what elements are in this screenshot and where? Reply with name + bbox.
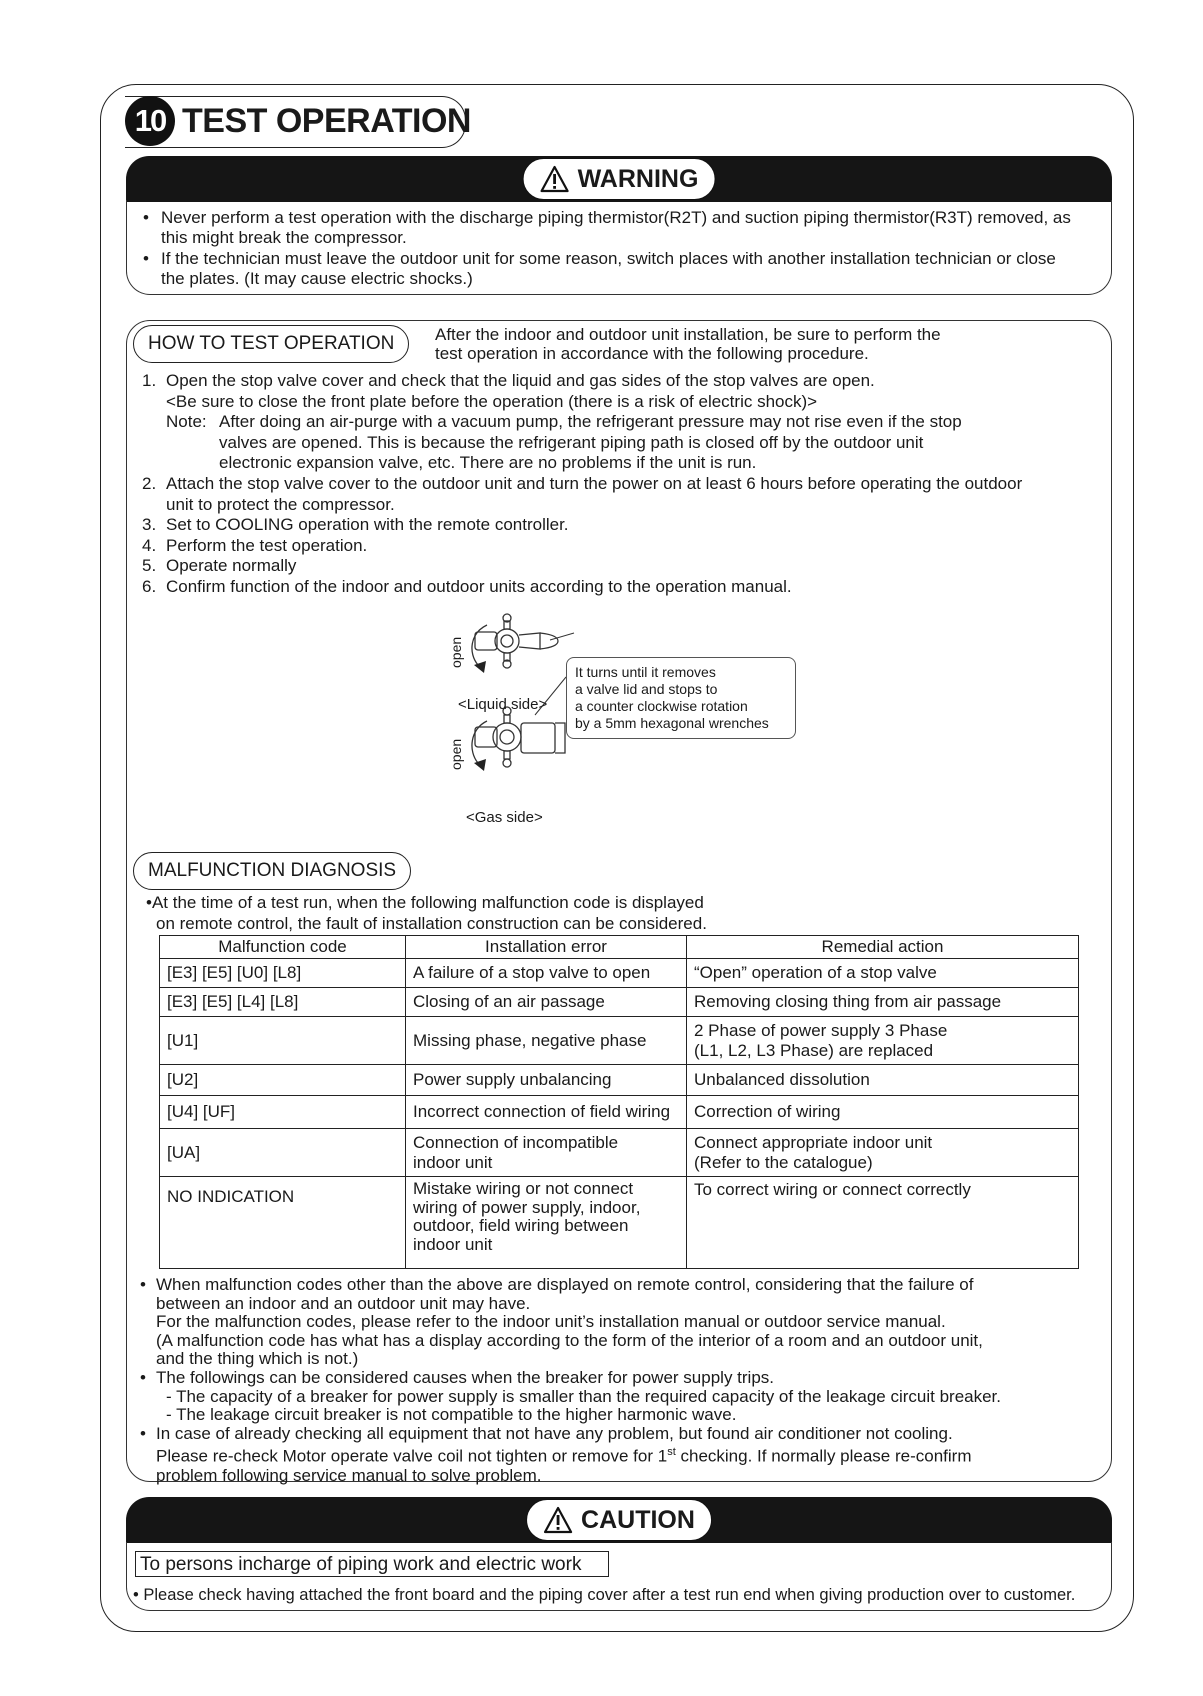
bullet-icon: • <box>140 1275 146 1294</box>
bullet-icon: • <box>146 893 152 912</box>
table-row: [UA] Connection of incompatible indoor unit Connect appropriate indoor unit (Refer to the catalogue) <box>160 1129 1079 1177</box>
caution-heading-box: To persons incharge of piping work and electric work <box>135 1551 609 1577</box>
table-header-row <box>160 936 1079 959</box>
caution-banner <box>126 1497 1112 1543</box>
warning-label: WARNING <box>577 164 699 193</box>
step-5: 5. Operate normally <box>142 556 297 576</box>
step-1: 1. Open the stop valve cover and check that the liquid and gas sides of the stop valves are open. <Be sure to close the front plate before the operation (there is a risk of electric shock)> Note: After doing an air-purge with a vacuum pump, the refrigerant pressure may not rise even if the stop valves are opened. This is because the refrigerant piping path is closed off by the outdoor unit electronic expansion valve, etc. There are no problems if the unit is run. <box>142 371 1046 474</box>
gas-open-label: open <box>448 738 464 770</box>
note-item: • In case of already checking all equipment that not have any problem, but found air conditioner not cooling. Please re-check Motor operate valve coil not tighten or remove for 1st checking. If normally please re-confirm problem following service manual to solve problem. <box>140 1423 972 1485</box>
table-row: NO INDICATION Mistake wiring or not connect wiring of power supply, indoor, outdoor, field wiring between indoor unit To correct wiring or connect correctly <box>160 1177 1079 1269</box>
malfunction-diagnosis-label: MALFUNCTION DIAGNOSIS <box>133 852 411 890</box>
malfunction-notes <box>140 1276 1090 1485</box>
bullet-icon: • <box>143 208 149 227</box>
caution-pill <box>526 1499 712 1541</box>
how-to-test-label: HOW TO TEST OPERATION <box>133 325 409 363</box>
section-number-badge: 10 <box>125 96 175 146</box>
note-item: • When malfunction codes other than the above are displayed on remote control, considering that the failure of between an indoor and an outdoor unit may have. For the malfunction codes, please refer to the indoor unit’s installation manual or outdoor service manual. (A malfunction code has what has a display according to the form of the interior of a room and an outdoor unit, and the thing which is not.) <box>140 1275 983 1369</box>
bullet-icon: • <box>140 1423 146 1443</box>
step-4: 4. Perform the test operation. <box>142 535 368 555</box>
malfunction-table <box>159 935 1079 1269</box>
caution-item: • Please check having attached the front board and the piping cover after a test run end when giving production over to customer. <box>133 1586 1076 1604</box>
procedure-steps <box>142 371 1046 598</box>
bullet-icon: • <box>140 1367 146 1387</box>
table-row: [E3] [E5] [U0] [L8] A failure of a stop valve to open “Open” operation of a stop valve <box>160 959 1079 988</box>
gas-side-label: <Gas side> <box>466 809 543 826</box>
warning-item: • If the technician must leave the outdoor unit for some reason, switch places with another installation technician or close the plates. (It may cause electric shocks.) <box>143 249 1056 288</box>
table-row: [U4] [UF] Incorrect connection of field wiring Correction of wiring <box>160 1096 1079 1129</box>
column-header: Installation error <box>406 936 687 959</box>
table-row: [E3] [E5] [L4] [L8] Closing of an air passage Removing closing thing from air passage <box>160 988 1079 1017</box>
liquid-valve-illustration <box>472 614 574 668</box>
liquid-open-label: open <box>448 636 464 668</box>
caution-label: CAUTION <box>581 1505 695 1534</box>
step-6: 6. Confirm function of the indoor and outdoor units according to the operation manual. <box>142 576 792 596</box>
page-title: TEST OPERATION <box>182 102 471 140</box>
table-row: [U1] Missing phase, negative phase 2 Phase of power supply 3 Phase (L1, L2, L3 Phase) are replaced <box>160 1017 1079 1065</box>
step-3: 3. Set to COOLING operation with the remote controller. <box>142 515 569 535</box>
valve-callout: It turns until it removes a valve lid and stops to a counter clockwise rotation by a 5mm hexagonal wrenches <box>566 657 796 739</box>
malfunction-intro: •At the time of a test run, when the following malfunction code is displayed on remote control, the fault of installation construction can be considered. <box>146 893 707 933</box>
gas-valve-illustration <box>472 677 566 767</box>
step-1-note: Note: After doing an air-purge with a vacuum pump, the refrigerant pressure may not rise even if the stop valves are opened. This is because the refrigerant piping path is closed off by the outdoor unit electronic expansion valve, etc. There are no problems if the unit is run. <box>166 412 962 473</box>
step-2: 2. Attach the stop valve cover to the outdoor unit and turn the power on at least 6 hours before operating the outdoor unit to protect the compressor. <box>142 473 1023 514</box>
warning-triangle-icon <box>543 1506 573 1534</box>
table-row: [U2] Power supply unbalancing Unbalanced dissolution <box>160 1065 1079 1096</box>
warning-banner <box>126 156 1112 202</box>
bullet-icon: • <box>133 1586 139 1604</box>
column-header: Remedial action <box>687 936 1079 959</box>
warning-item: • Never perform a test operation with the discharge piping thermistor(R2T) and suction piping thermistor(R3T) removed, as this might break the compressor. <box>143 208 1071 247</box>
warning-triangle-icon <box>540 165 570 193</box>
warning-pill <box>523 158 716 200</box>
bullet-icon: • <box>143 249 149 268</box>
how-to-intro: After the indoor and outdoor unit installation, be sure to perform the test operation in accordance with the following procedure. <box>435 325 941 363</box>
liquid-side-label: <Liquid side> <box>458 696 548 713</box>
note-item: • The followings can be considered causes when the breaker for power supply trips. - The capacity of a breaker for power supply is smaller than the required capacity of the leakage circuit breaker. - The leakage circuit breaker is not compatible to the higher harmonic wave. <box>140 1367 1002 1425</box>
column-header: Malfunction code <box>160 936 406 959</box>
